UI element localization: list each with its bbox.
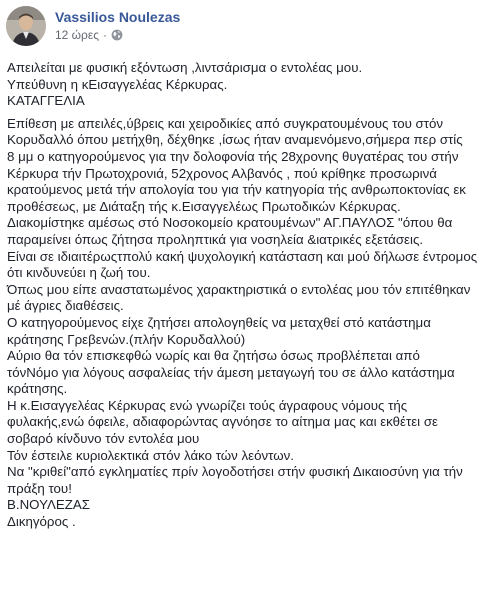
post-line: Η κ.Εισαγγελέας Κέρκυρας ενώ γνωρίζει τούς άγραφους νόμους τής bbox=[7, 397, 408, 413]
post-line: σοβαρό κίνδυνο τόν εντολέα μου bbox=[7, 431, 200, 447]
post-line: Όπως μου είπε αναστατωμένος χαρακτηριστικά ο εντολέας μου τόν επιτέθηκαν bbox=[7, 281, 471, 297]
globe-icon[interactable] bbox=[111, 29, 123, 41]
post-line: Υπεύθυνη η κΕισαγγελέας Κέρκυρας. bbox=[7, 76, 228, 92]
post-line: Β.ΝΟΥΛΕΖΑΣ bbox=[7, 497, 90, 513]
author-avatar[interactable] bbox=[6, 6, 46, 46]
post-line: Δικηγόρος . bbox=[7, 514, 76, 530]
post-line: Ο κατηγορούμενος είχε ζητήσει απολογηθείς να μεταχθεί στό κατάστημα bbox=[7, 314, 431, 330]
post-line: Κορυδαλλό όπου μετήχθη, δέχθηκε ,ίσως ήταν αναμενόμενο,σήμερα περ στίς bbox=[7, 132, 463, 148]
post-line: Αύριο θα τόν επισκεφθώ νωρίς και θα ζητήσω όσως προβλέπεται από bbox=[7, 348, 420, 364]
post-line: Κέρκυρα τήν Πρωτοχρονιά, 52χρονος Αλβανός , πού κρίθηκε προσωρινά bbox=[7, 165, 437, 181]
author-name[interactable]: Vassilios Noulezas bbox=[55, 9, 181, 25]
post-line: Απειλείται με φυσική εξόντωση ,λιντσάρισμα ο εντολέας μου. bbox=[7, 60, 363, 75]
post-line: κράτησης Γρεβενών.(πλήν Κορυδαλλού) bbox=[7, 331, 246, 347]
post-line: ότι κινδυνεύει η ζωή του. bbox=[7, 265, 151, 281]
post-timestamp[interactable]: 12 ώρες bbox=[55, 28, 100, 42]
post-text bbox=[7, 60, 493, 531]
post-line: Είναι σε ιδιαιτέρωςτπολύ κακή ψυχολογική κατάσταση και μού δήλωσε έντρομος bbox=[7, 248, 478, 264]
post-line: τόνΝόμο για λόγους ασφαλείας τήν άμεση μεταγωγή του σε άλλο κατάστημα bbox=[7, 364, 455, 380]
post-line: μέ άγριες διαθέσεις. bbox=[7, 298, 124, 314]
post-line: κράτησης. bbox=[7, 381, 68, 397]
post-header bbox=[6, 6, 180, 50]
post-line: κρατούμενος μετά τήν απολογία του για τήν κατηγορία τής ανθρωποκτονίας εκ bbox=[7, 182, 466, 198]
post-line: Επίθεση με απειλές,ύβρεις και χειροδικίες από συγκρατουμένους του στόν bbox=[7, 115, 444, 131]
post-line: Τόν έστειλε κυριολεκτικά στόν λάκο τών λεόντων. bbox=[7, 447, 294, 463]
post-line: Διακομίστηκε αμέσως στό Νοσοκομείο κρατουμένων" ΑΓ.ΠΑΥΛΟΣ "όπου θα bbox=[7, 215, 453, 231]
post-line: 8 μμ ο κατηγορούμενος για την δολοφονία τής 28χρονης θυγατέρας του στήν bbox=[7, 148, 459, 164]
post-line: παραμείνει όπως ζήτησα προληπτικά για νοσηλεία &ιατρικές εξετάσεις. bbox=[7, 231, 424, 247]
post-line: φυλακής,ενώ όφειλε, αδιαφορώντας αγνόησε το αίτημα μας και εκθέτει σε bbox=[7, 414, 438, 430]
post-line: πράξη του! bbox=[7, 480, 72, 496]
post-line: Να "κριθεί"από εγκληματίες πρίν λογοδοτήσει στήν φυσική Δικαιοσύνη για τήν bbox=[7, 464, 463, 480]
avatar-photo-icon bbox=[6, 6, 46, 46]
post-line: προθέσεως, με Διάταξη τής κ.Εισαγγελέως Πρωτοδικών Κέρκυρας. bbox=[7, 198, 401, 214]
meta-separator: · bbox=[103, 28, 108, 42]
post-line: ΚΑΤΑΓΓΕΛΙΑ bbox=[7, 93, 85, 109]
